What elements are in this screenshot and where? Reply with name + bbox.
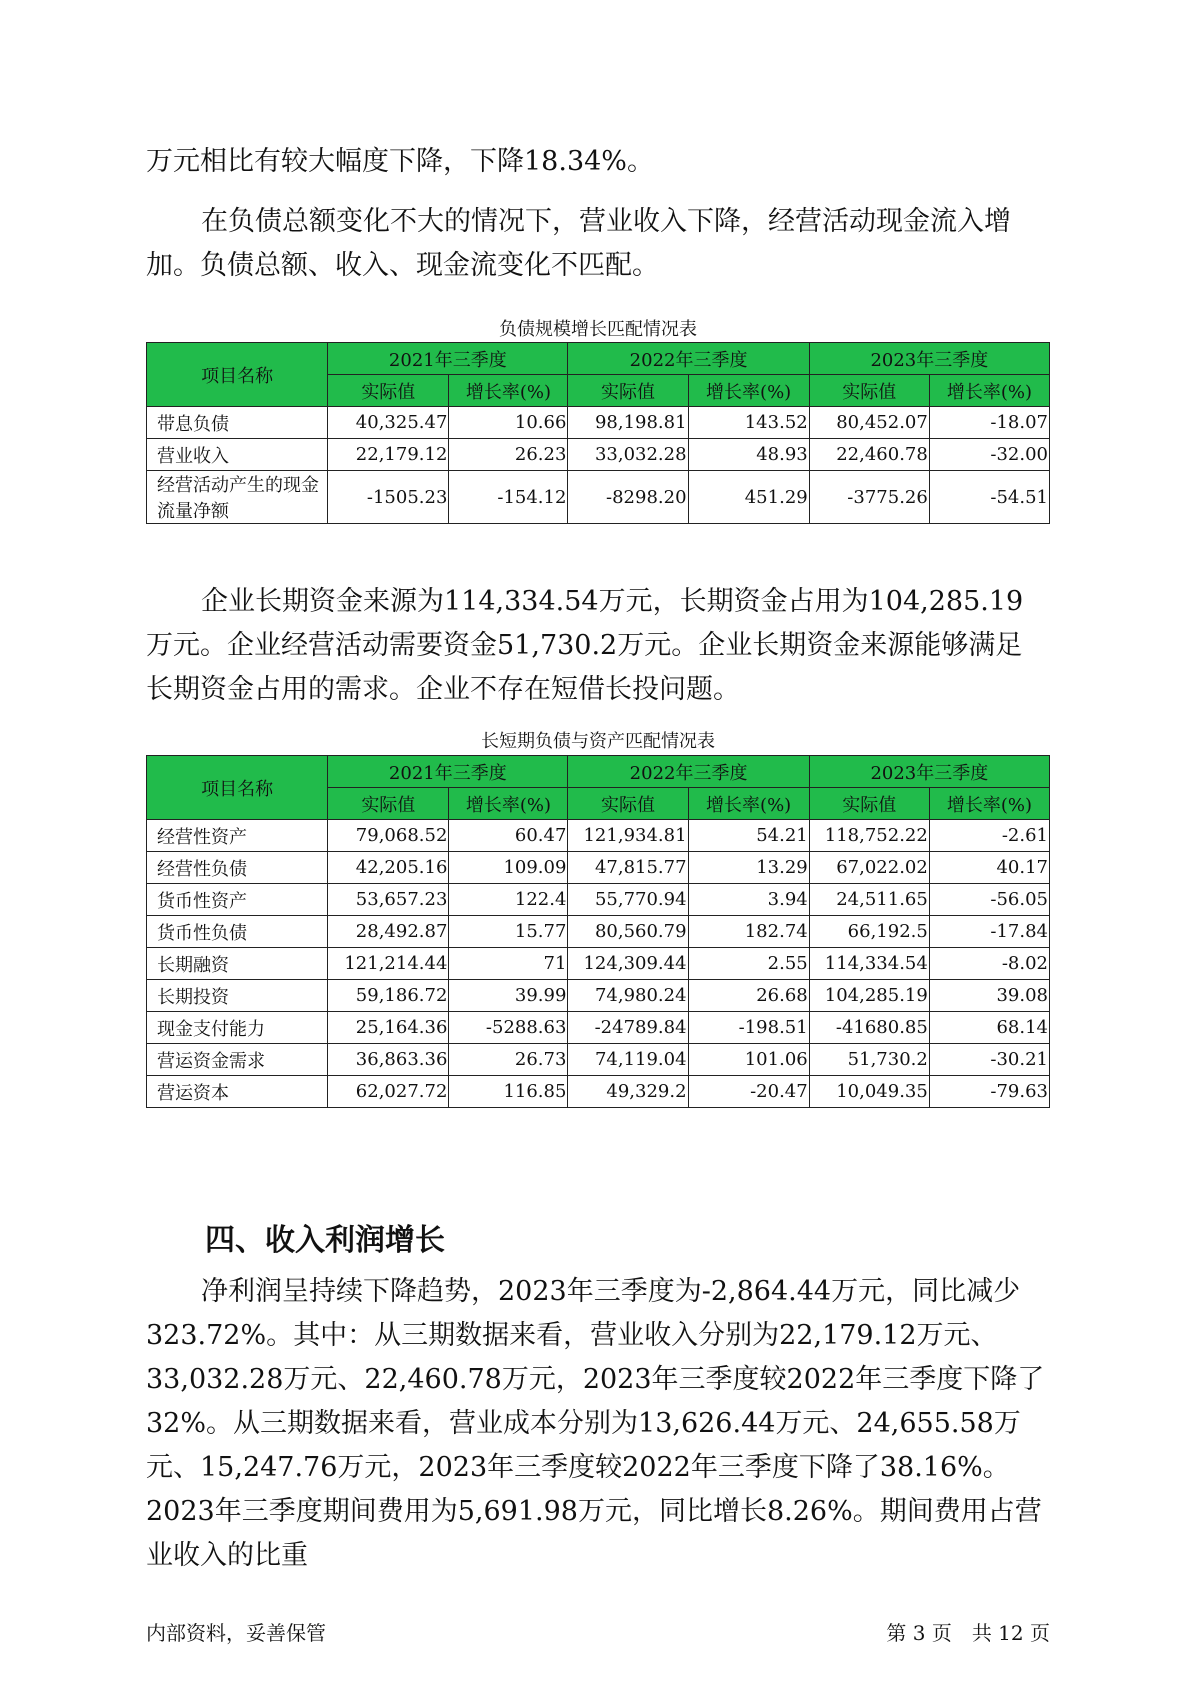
table-row	[147, 439, 1050, 471]
cell-growth-rate: -2.61	[929, 820, 1049, 852]
cell-actual-value: 79,068.52	[328, 820, 449, 852]
table-row	[147, 1012, 1050, 1044]
table-row	[147, 1076, 1050, 1108]
header-actual: 实际值	[328, 788, 449, 820]
header-growth: 增长率(%)	[449, 375, 568, 407]
liability-scale-table	[146, 342, 1050, 524]
cell-actual-value: 24,511.65	[809, 884, 929, 916]
footer-note: 内部资料，妥善保管	[146, 1621, 326, 1645]
cell-actual-value: 62,027.72	[328, 1076, 449, 1108]
cell-actual-value: 74,119.04	[568, 1044, 688, 1076]
cell-growth-rate: -198.51	[688, 1012, 809, 1044]
header-growth: 增长率(%)	[449, 788, 568, 820]
row-label: 营运资本	[147, 1076, 328, 1108]
cell-actual-value: 104,285.19	[809, 980, 929, 1012]
header-actual: 实际值	[328, 375, 449, 407]
header-growth: 增长率(%)	[929, 788, 1049, 820]
row-label: 经营性负债	[147, 852, 328, 884]
cell-actual-value: 98,198.81	[568, 407, 688, 439]
table2-caption: 长短期负债与资产匹配情况表	[481, 731, 715, 752]
cell-growth-rate: -5288.63	[449, 1012, 568, 1044]
header-growth: 增长率(%)	[688, 375, 809, 407]
cell-growth-rate: 122.4	[449, 884, 568, 916]
cell-actual-value: 80,560.79	[568, 916, 688, 948]
table-row	[147, 471, 1050, 524]
cell-growth-rate: -30.21	[929, 1044, 1049, 1076]
cell-growth-rate: -154.12	[449, 471, 568, 524]
table-row	[147, 820, 1050, 852]
table-row	[147, 916, 1050, 948]
cell-actual-value: -41680.85	[809, 1012, 929, 1044]
table1-caption: 负债规模增长匹配情况表	[499, 319, 697, 340]
table1-body	[147, 407, 1050, 524]
table-row	[147, 884, 1050, 916]
cell-actual-value: 47,815.77	[568, 852, 688, 884]
cell-actual-value: 121,934.81	[568, 820, 688, 852]
header-period: 2023年三季度	[809, 756, 1049, 788]
cell-actual-value: -3775.26	[809, 471, 929, 524]
header-period: 2022年三季度	[568, 756, 809, 788]
paragraph-liability-analysis: 在负债总额变化不大的情况下，营业收入下降，经营活动现金流入增加。负债总额、收入、现金流变化不匹配。	[146, 206, 1011, 281]
header-actual: 实际值	[809, 375, 929, 407]
table2-body	[147, 820, 1050, 1108]
header-growth: 增长率(%)	[929, 375, 1049, 407]
cell-growth-rate: 71	[449, 948, 568, 980]
cell-growth-rate: -32.00	[929, 439, 1049, 471]
table-row	[147, 1044, 1050, 1076]
cell-growth-rate: 26.73	[449, 1044, 568, 1076]
cell-growth-rate: 13.29	[688, 852, 809, 884]
header-item-name: 项目名称	[147, 343, 328, 407]
cell-actual-value: 25,164.36	[328, 1012, 449, 1044]
row-label: 经营活动产生的现金流量净额	[147, 471, 328, 524]
row-label: 营业收入	[147, 439, 328, 471]
cell-actual-value: 51,730.2	[809, 1044, 929, 1076]
row-label: 货币性资产	[147, 884, 328, 916]
cell-actual-value: 74,980.24	[568, 980, 688, 1012]
table-row	[147, 980, 1050, 1012]
cell-growth-rate: 182.74	[688, 916, 809, 948]
cell-actual-value: 10,049.35	[809, 1076, 929, 1108]
cell-actual-value: 22,179.12	[328, 439, 449, 471]
cell-actual-value: 28,492.87	[328, 916, 449, 948]
row-label: 经营性资产	[147, 820, 328, 852]
cell-growth-rate: -56.05	[929, 884, 1049, 916]
cell-actual-value: 40,325.47	[328, 407, 449, 439]
cell-growth-rate: 101.06	[688, 1044, 809, 1076]
cell-growth-rate: -18.07	[929, 407, 1049, 439]
cell-growth-rate: 109.09	[449, 852, 568, 884]
cell-actual-value: 22,460.78	[809, 439, 929, 471]
section-heading: 四、收入利润增长	[205, 1223, 445, 1258]
row-label: 现金支付能力	[147, 1012, 328, 1044]
cell-actual-value: 49,329.2	[568, 1076, 688, 1108]
cell-actual-value: 53,657.23	[328, 884, 449, 916]
cell-growth-rate: 54.21	[688, 820, 809, 852]
cell-actual-value: 59,186.72	[328, 980, 449, 1012]
cell-growth-rate: -79.63	[929, 1076, 1049, 1108]
header-period: 2023年三季度	[809, 343, 1049, 375]
cell-growth-rate: -17.84	[929, 916, 1049, 948]
cell-actual-value: -24789.84	[568, 1012, 688, 1044]
paragraph-long-term-funding: 企业长期资金来源为114,334.54万元，长期资金占用为104,285.19万元。企业经营活动需要资金51,730.2万元。企业长期资金来源能够满足长期资金占用的需求。企业不存在短借长投问题。	[146, 586, 1024, 705]
cell-actual-value: -1505.23	[328, 471, 449, 524]
paragraph-profit-analysis: 净利润呈持续下降趋势，2023年三季度为-2,864.44万元，同比减少323.72%。其中：从三期数据来看，营业收入分别为22,179.12万元、33,032.28万元、22,460.78万元，2023年三季度较2022年三季度下降了32%。从三期数据来看，营业成本分别为13,626.44万元、24,655.58万元、15,247.76万元，2023年三季度较2022年三季度下降了38.16%。2023年三季度期间费用为5,691.98万元，同比增长8.26%。期间费用占营业收入的比重	[146, 1276, 1045, 1571]
cell-actual-value: 114,334.54	[809, 948, 929, 980]
cell-growth-rate: 48.93	[688, 439, 809, 471]
table-row	[147, 407, 1050, 439]
row-label: 带息负债	[147, 407, 328, 439]
cell-growth-rate: 26.23	[449, 439, 568, 471]
cell-growth-rate: 60.47	[449, 820, 568, 852]
cell-actual-value: 118,752.22	[809, 820, 929, 852]
cell-growth-rate: -20.47	[688, 1076, 809, 1108]
cell-actual-value: 55,770.94	[568, 884, 688, 916]
row-label: 营运资金需求	[147, 1044, 328, 1076]
cell-growth-rate: 39.08	[929, 980, 1049, 1012]
paragraph-continuation: 万元相比有较大幅度下降，下降18.34%。	[146, 146, 654, 177]
cell-actual-value: 80,452.07	[809, 407, 929, 439]
table-header-row	[147, 756, 1050, 788]
cell-growth-rate: 68.14	[929, 1012, 1049, 1044]
cell-growth-rate: 143.52	[688, 407, 809, 439]
cell-growth-rate: 2.55	[688, 948, 809, 980]
header-item-name: 项目名称	[147, 756, 328, 820]
cell-growth-rate: 15.77	[449, 916, 568, 948]
header-period: 2021年三季度	[328, 343, 568, 375]
row-label: 长期融资	[147, 948, 328, 980]
cell-growth-rate: 39.99	[449, 980, 568, 1012]
cell-growth-rate: 40.17	[929, 852, 1049, 884]
header-actual: 实际值	[809, 788, 929, 820]
cell-actual-value: 42,205.16	[328, 852, 449, 884]
row-label: 长期投资	[147, 980, 328, 1012]
cell-actual-value: 36,863.36	[328, 1044, 449, 1076]
cell-growth-rate: 116.85	[449, 1076, 568, 1108]
cell-growth-rate: -8.02	[929, 948, 1049, 980]
cell-growth-rate: 26.68	[688, 980, 809, 1012]
header-growth: 增长率(%)	[688, 788, 809, 820]
cell-actual-value: -8298.20	[568, 471, 688, 524]
row-label: 货币性负债	[147, 916, 328, 948]
asset-liability-match-table	[146, 755, 1050, 1108]
cell-growth-rate: 10.66	[449, 407, 568, 439]
cell-growth-rate: 3.94	[688, 884, 809, 916]
table-row	[147, 852, 1050, 884]
header-period: 2022年三季度	[568, 343, 809, 375]
header-period: 2021年三季度	[328, 756, 568, 788]
cell-actual-value: 67,022.02	[809, 852, 929, 884]
table-header-row	[147, 343, 1050, 375]
cell-actual-value: 124,309.44	[568, 948, 688, 980]
cell-actual-value: 33,032.28	[568, 439, 688, 471]
page-number: 第 3 页 共 12 页	[886, 1621, 1050, 1645]
cell-actual-value: 66,192.5	[809, 916, 929, 948]
header-actual: 实际值	[568, 788, 688, 820]
table-row	[147, 948, 1050, 980]
header-actual: 实际值	[568, 375, 688, 407]
cell-growth-rate: 451.29	[688, 471, 809, 524]
cell-actual-value: 121,214.44	[328, 948, 449, 980]
cell-growth-rate: -54.51	[929, 471, 1049, 524]
